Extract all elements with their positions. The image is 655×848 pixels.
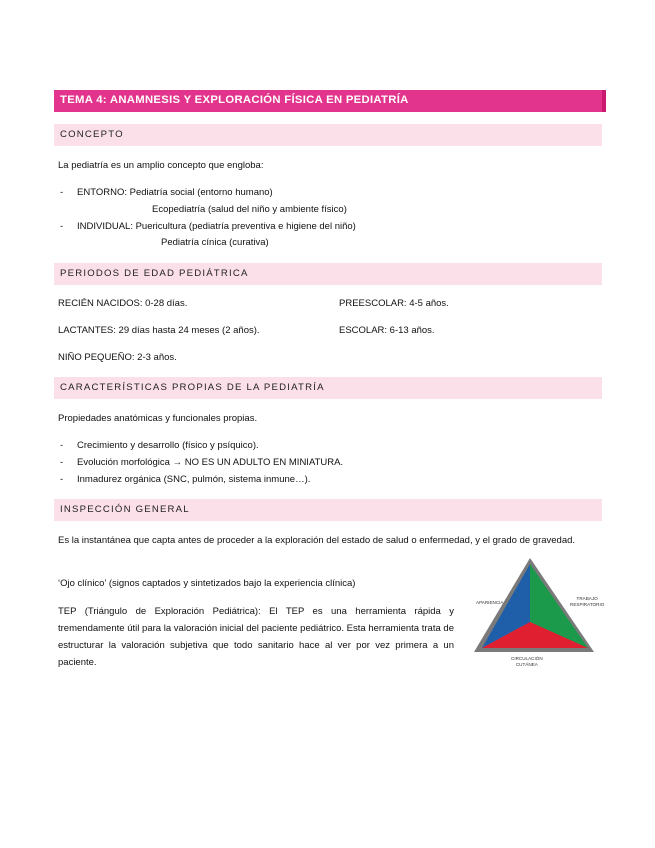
label-trabajo-respiratorio xyxy=(570,596,604,607)
period-item: RECIÉN NACIDOS: 0-28 días. xyxy=(58,298,188,309)
list-item: ENTORNO: Pediatría social (entorno humano) xyxy=(77,187,273,198)
list-bullet: - xyxy=(60,457,64,468)
section-header-concepto xyxy=(54,124,602,146)
section-title: INSPECCIÓN GENERAL xyxy=(60,504,190,515)
list-bullet: - xyxy=(60,221,64,232)
title-bar xyxy=(54,90,606,112)
caracteristicas-intro: Propiedades anatómicas y funcionales propias. xyxy=(58,413,258,424)
list-bullet: - xyxy=(60,440,64,451)
section-title: CARACTERÍSTICAS PROPIAS DE LA PEDIATRÍA xyxy=(60,382,325,393)
label-line: CIRCULACIÓN xyxy=(511,656,543,661)
list-item: INDIVIDUAL: Puericultura (pediatría preventiva e higiene del niño) xyxy=(77,221,356,232)
period-item: LACTANTES: 29 días hasta 24 meses (2 años). xyxy=(58,325,260,336)
tep-paragraph: TEP (Triángulo de Exploración Pediátrica): El TEP es una herramienta rápida y tremendamente útil para la valoración inicial del paciente pediátrico. Esta herramienta trata de estructurar la valoración subjetiva que todo sanitario hace al ver por vez primera a un paciente. xyxy=(58,606,454,668)
list-item-sub: Ecopediatría (salud del niño y ambiente físico) xyxy=(152,204,347,215)
tep-triangle-diagram xyxy=(470,556,610,686)
period-item: NIÑO PEQUEÑO: 2-3 años. xyxy=(58,352,177,363)
section-header-periodos xyxy=(54,263,602,285)
label-line: CUTÁNEA xyxy=(515,661,538,667)
period-item: ESCOLAR: 6-13 años. xyxy=(339,325,435,336)
list-item: Crecimiento y desarrollo (físico y psíquico). xyxy=(77,440,259,451)
label-line: RESPIRATORIO xyxy=(570,601,605,607)
section-header-inspeccion xyxy=(54,499,602,521)
list-item: Evolución morfológica → NO ES UN ADULTO EN MINIATURA. xyxy=(77,457,344,468)
inspeccion-paragraph: ‘Ojo clínico’ (signos captados y sintetizados bajo la experiencia clínica) xyxy=(58,578,356,589)
label-line: TRABAJO xyxy=(576,596,598,601)
page-title: TEMA 4: ANAMNESIS Y EXPLORACIÓN FÍSICA EN PEDIATRÍA xyxy=(60,94,409,106)
label-apariencia: APARIENCIA xyxy=(476,600,504,605)
concepto-intro: La pediatría es un amplio concepto que engloba: xyxy=(58,160,264,171)
inspeccion-paragraph: Es la instantánea que capta antes de proceder a la exploración del estado de salud o enfermedad, y el grado de gravedad. xyxy=(58,535,576,546)
section-title: CONCEPTO xyxy=(60,129,124,140)
label-circulacion-cutanea xyxy=(511,656,543,667)
list-item: Inmadurez orgánica (SNC, pulmón, sistema inmune…). xyxy=(77,474,311,485)
list-item-sub: Pediatría cínica (curativa) xyxy=(161,237,269,248)
list-bullet: - xyxy=(60,187,64,198)
section-title: PERIODOS DE EDAD PEDIÁTRICA xyxy=(60,268,249,279)
section-header-caracteristicas xyxy=(54,377,602,399)
list-bullet: - xyxy=(60,474,64,485)
period-item: PREESCOLAR: 4-5 años. xyxy=(339,298,449,309)
